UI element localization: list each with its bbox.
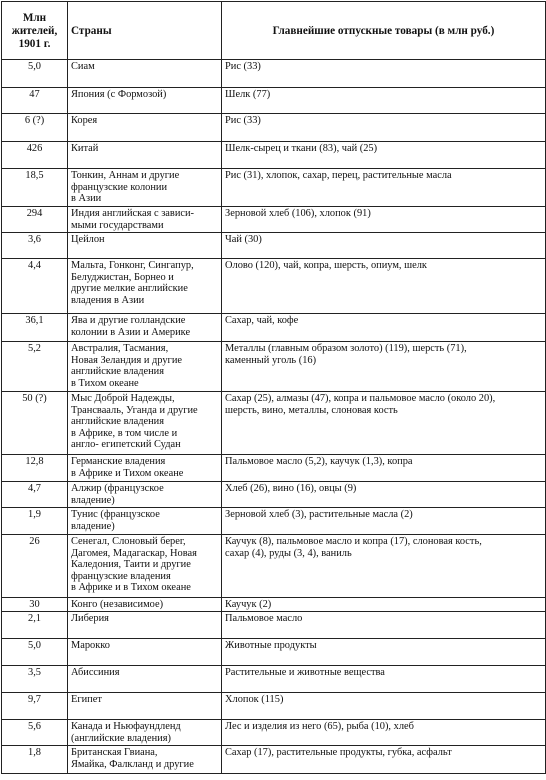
- population-cell: 5,2: [2, 342, 68, 392]
- population-cell: 5,0: [2, 639, 68, 666]
- table-row: [2, 233, 546, 259]
- country-cell: Япония (с Формозой): [68, 88, 222, 114]
- table-row: [2, 114, 546, 142]
- table-row: [2, 142, 546, 169]
- header-countries: Страны: [68, 2, 222, 60]
- country-cell: Индия английская с зависи- мыми государствами: [68, 207, 222, 233]
- country-cell: Мальта, Гонконг, Сингапур, Белуджистан, Борнео и другие мелкие английские владения в Азии: [68, 259, 222, 314]
- goods-cell: Сахар (25), алмазы (47), копра и пальмовое масло (около 20), шерсть, вино, металлы, слоновая кость: [222, 392, 546, 455]
- population-cell: 4,7: [2, 482, 68, 508]
- goods-cell: Олово (120), чай, копра, шерсть, опиум, шелк: [222, 259, 546, 314]
- country-cell: Цейлон: [68, 233, 222, 259]
- country-cell: Алжир (французское владение): [68, 482, 222, 508]
- table-row: [2, 666, 546, 693]
- population-cell: 3,5: [2, 666, 68, 693]
- goods-cell: Хлеб (26), вино (16), овцы (9): [222, 482, 546, 508]
- population-cell: 26: [2, 535, 68, 598]
- header-population: Млн жителей, 1901 г.: [2, 2, 68, 60]
- goods-cell: Пальмовое масло: [222, 612, 546, 639]
- goods-cell: Лес и изделия из него (65), рыба (10), хлеб: [222, 720, 546, 746]
- table-row: [2, 259, 546, 314]
- population-cell: 1,9: [2, 508, 68, 535]
- goods-cell: Шелк (77): [222, 88, 546, 114]
- export-goods-table: [1, 1, 546, 774]
- population-cell: 36,1: [2, 314, 68, 342]
- country-cell: Египет: [68, 693, 222, 720]
- goods-cell: Сахар, чай, кофе: [222, 314, 546, 342]
- table-row: [2, 314, 546, 342]
- table-row: [2, 60, 546, 88]
- table-row: [2, 720, 546, 746]
- country-cell: Либерия: [68, 612, 222, 639]
- goods-cell: Зерновой хлеб (106), хлопок (91): [222, 207, 546, 233]
- country-cell: Тонкин, Аннам и другие французские колонии в Азии: [68, 169, 222, 207]
- population-cell: 50 (?): [2, 392, 68, 455]
- table-row: [2, 482, 546, 508]
- goods-cell: Зерновой хлеб (3), растительные масла (2): [222, 508, 546, 535]
- table-row: [2, 746, 546, 774]
- country-cell: Британская Гвиана, Ямайка, Фалкланд и другие: [68, 746, 222, 774]
- country-cell: Австралия, Тасмания, Новая Зеландия и другие английские владения в Тихом океане: [68, 342, 222, 392]
- goods-cell: Пальмовое масло (5,2), каучук (1,3), копра: [222, 455, 546, 482]
- goods-cell: Животные продукты: [222, 639, 546, 666]
- goods-cell: Металлы (главным образом золото) (119), шерсть (71), каменный уголь (16): [222, 342, 546, 392]
- population-cell: 47: [2, 88, 68, 114]
- table-body: [2, 60, 546, 774]
- population-cell: 12,8: [2, 455, 68, 482]
- goods-cell: Рис (33): [222, 60, 546, 88]
- table-row: [2, 612, 546, 639]
- table-row: [2, 535, 546, 598]
- population-cell: 5,6: [2, 720, 68, 746]
- goods-cell: Рис (31), хлопок, сахар, перец, растительные масла: [222, 169, 546, 207]
- table-row: [2, 207, 546, 233]
- country-cell: Конго (независимое): [68, 598, 222, 612]
- country-cell: Мыс Доброй Надежды, Трансвааль, Уганда и другие английские владения в Африке, в том числе и англо- египетский Судан: [68, 392, 222, 455]
- goods-cell: Сахар (17), растительные продукты, губка, асфальт: [222, 746, 546, 774]
- header-goods: Главнейшие отпускные товары (в млн руб.): [222, 2, 546, 60]
- population-cell: 9,7: [2, 693, 68, 720]
- goods-cell: Каучук (8), пальмовое масло и копра (17), слоновая кость, сахар (4), руды (3, 4), ваниль: [222, 535, 546, 598]
- population-cell: 1,8: [2, 746, 68, 774]
- goods-cell: Каучук (2): [222, 598, 546, 612]
- population-cell: 18,5: [2, 169, 68, 207]
- population-cell: 6 (?): [2, 114, 68, 142]
- table-row: [2, 455, 546, 482]
- country-cell: Канада и Ньюфаундленд (английские владения): [68, 720, 222, 746]
- country-cell: Сиам: [68, 60, 222, 88]
- country-cell: Китай: [68, 142, 222, 169]
- population-cell: 5,0: [2, 60, 68, 88]
- population-cell: 30: [2, 598, 68, 612]
- country-cell: Корея: [68, 114, 222, 142]
- goods-cell: Растительные и животные вещества: [222, 666, 546, 693]
- country-cell: Марокко: [68, 639, 222, 666]
- population-cell: 426: [2, 142, 68, 169]
- table-row: [2, 639, 546, 666]
- header-row: [2, 2, 546, 60]
- table-row: [2, 169, 546, 207]
- table-row: [2, 88, 546, 114]
- goods-cell: Шелк-сырец и ткани (83), чай (25): [222, 142, 546, 169]
- country-cell: Абиссиния: [68, 666, 222, 693]
- table-row: [2, 693, 546, 720]
- table-row: [2, 342, 546, 392]
- table-row: [2, 392, 546, 455]
- goods-cell: Хлопок (115): [222, 693, 546, 720]
- population-cell: 294: [2, 207, 68, 233]
- goods-cell: Рис (33): [222, 114, 546, 142]
- population-cell: 2,1: [2, 612, 68, 639]
- table-row: [2, 508, 546, 535]
- country-cell: Тунис (французское владение): [68, 508, 222, 535]
- table-row: [2, 598, 546, 612]
- population-cell: 3,6: [2, 233, 68, 259]
- goods-cell: Чай (30): [222, 233, 546, 259]
- country-cell: Ява и другие голландские колонии в Азии и Америке: [68, 314, 222, 342]
- country-cell: Германские владения в Африке и Тихом океане: [68, 455, 222, 482]
- population-cell: 4,4: [2, 259, 68, 314]
- country-cell: Сенегал, Слоновый берег, Дагомея, Мадагаскар, Новая Каледония, Таити и другие французские владения в Африке и в Тихом океане: [68, 535, 222, 598]
